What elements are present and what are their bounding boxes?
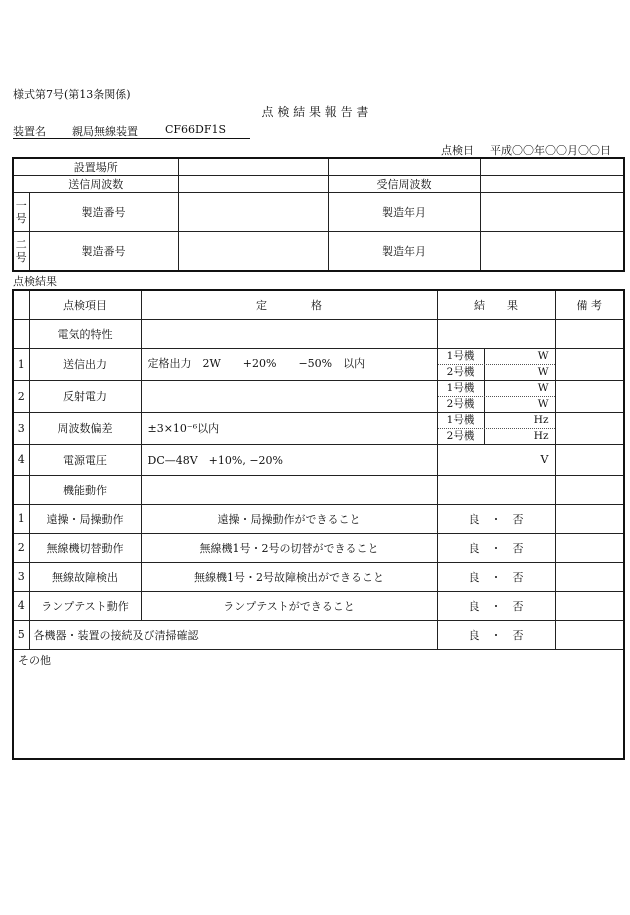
unit2-serial-value[interactable]	[178, 232, 328, 271]
other-label: その他	[18, 653, 51, 667]
blank-cell	[555, 319, 624, 348]
unit1-label: 1号機	[438, 381, 485, 396]
page-title: 点 検 結 果 報 告 書	[261, 105, 369, 119]
row-number: 3	[13, 562, 29, 591]
result-power-voltage[interactable]: V	[437, 444, 555, 475]
spec-radio-switch: 無線機1号・2号の切替ができること	[141, 533, 437, 562]
item-fault-detect: 無線故障検出	[29, 562, 141, 591]
result-fault-detect[interactable]: 良 ・ 否	[437, 562, 555, 591]
item-header: 点検項目	[29, 290, 141, 319]
row-number: 5	[13, 620, 29, 649]
blank-cell	[480, 158, 624, 176]
result-remote-local[interactable]: 良 ・ 否	[437, 504, 555, 533]
row-number: 3	[13, 412, 29, 444]
item-power-voltage: 電源電圧	[29, 444, 141, 475]
unit-label: Hz	[533, 413, 549, 426]
other-notes-area[interactable]	[13, 649, 624, 759]
row-number: 4	[13, 591, 29, 620]
note-cell[interactable]	[555, 620, 624, 649]
blank-cell	[437, 319, 555, 348]
unit2-mfg-date-label: 製造年月	[328, 232, 480, 271]
unit1-label: 1号機	[438, 349, 485, 364]
equipment-info-table	[12, 157, 625, 272]
unit2-label: 二号	[13, 232, 29, 271]
tx-freq-label: 送信周波数	[13, 176, 178, 193]
note-cell[interactable]	[555, 533, 624, 562]
note-cell[interactable]	[555, 348, 624, 380]
note-header: 備 考	[555, 290, 624, 319]
note-cell[interactable]	[555, 444, 624, 475]
inspection-date-value: 平成〇〇年〇〇月〇〇日	[490, 144, 611, 157]
device-label: 装置名	[13, 125, 46, 138]
inspection-date-label: 点検日	[441, 144, 474, 157]
unit1-mfg-date-label: 製造年月	[328, 193, 480, 232]
result-reflected-power[interactable]	[437, 380, 555, 412]
tx-freq-value[interactable]	[178, 176, 328, 193]
spec-remote-local: 遠操・局操動作ができること	[141, 504, 437, 533]
unit1-label: 一号	[13, 193, 29, 232]
blank-cell	[555, 475, 624, 504]
results-table	[12, 289, 625, 760]
unit1-serial-label: 製造番号	[29, 193, 178, 232]
note-cell[interactable]	[555, 562, 624, 591]
unit-label: Hz	[533, 429, 549, 442]
result-header: 結 果	[437, 290, 555, 319]
row-number: 1	[13, 348, 29, 380]
blank-cell	[141, 319, 437, 348]
unit2-serial-label: 製造番号	[29, 232, 178, 271]
spec-fault-detect: 無線機1号・2号故障検出ができること	[141, 562, 437, 591]
device-name: 親局無線装置	[72, 125, 138, 138]
unit2-label: 2号機	[438, 397, 485, 412]
item-remote-local: 遠操・局操動作	[29, 504, 141, 533]
rx-freq-value[interactable]	[480, 176, 624, 193]
row-number: 1	[13, 504, 29, 533]
blank-cell	[328, 158, 480, 176]
result-radio-switch[interactable]: 良 ・ 否	[437, 533, 555, 562]
results-label: 点検結果	[13, 275, 57, 288]
spec-power-voltage: DC—48V +10%, −20%	[141, 444, 437, 475]
blank-cell	[437, 475, 555, 504]
unit1-label: 1号機	[438, 413, 485, 428]
spec-lamp-test: ランプテストができること	[141, 591, 437, 620]
spec-reflected-power	[141, 380, 437, 412]
result-tx-output[interactable]	[437, 348, 555, 380]
note-cell[interactable]	[555, 412, 624, 444]
blank-cell	[141, 475, 437, 504]
spec-freq-deviation: ±3×10⁻⁶以内	[141, 412, 437, 444]
unit2-mfg-date-value[interactable]	[480, 232, 624, 271]
blank-cell	[13, 475, 29, 504]
form-label: 様式第7号(第13条関係)	[13, 88, 131, 101]
unit1-mfg-date-value[interactable]	[480, 193, 624, 232]
result-connection-cleaning[interactable]: 良 ・ 否	[437, 620, 555, 649]
spec-header: 定 格	[141, 290, 437, 319]
item-connection-cleaning: 各機器・装置の接続及び清掃確認	[29, 620, 437, 649]
unit2-label: 2号機	[438, 429, 485, 444]
result-lamp-test[interactable]: 良 ・ 否	[437, 591, 555, 620]
row-number: 2	[13, 380, 29, 412]
note-cell[interactable]	[555, 380, 624, 412]
install-location-label: 設置場所	[13, 158, 178, 176]
item-radio-switch: 無線機切替動作	[29, 533, 141, 562]
note-cell[interactable]	[555, 504, 624, 533]
unit2-label: 2号機	[438, 365, 485, 380]
blank-cell	[13, 319, 29, 348]
item-reflected-power: 反射電力	[29, 380, 141, 412]
item-lamp-test: ランプテスト動作	[29, 591, 141, 620]
install-location-value[interactable]	[178, 158, 328, 176]
device-model: CF66DF1S	[165, 123, 227, 136]
unit1-serial-value[interactable]	[178, 193, 328, 232]
unit-label: W	[537, 349, 549, 362]
blank-cell	[13, 290, 29, 319]
item-freq-deviation: 周波数偏差	[29, 412, 141, 444]
unit-label: W	[537, 381, 549, 394]
result-freq-deviation[interactable]	[437, 412, 555, 444]
note-cell[interactable]	[555, 591, 624, 620]
row-number: 4	[13, 444, 29, 475]
rx-freq-label: 受信周波数	[328, 176, 480, 193]
electrical-section: 電気的特性	[29, 319, 141, 348]
spec-tx-output: 定格出力 2W +20% −50% 以内	[141, 348, 437, 380]
unit-label: W	[537, 365, 549, 378]
functional-section: 機能動作	[29, 475, 141, 504]
item-tx-output: 送信出力	[29, 348, 141, 380]
row-number: 2	[13, 533, 29, 562]
unit-label: W	[537, 397, 549, 410]
